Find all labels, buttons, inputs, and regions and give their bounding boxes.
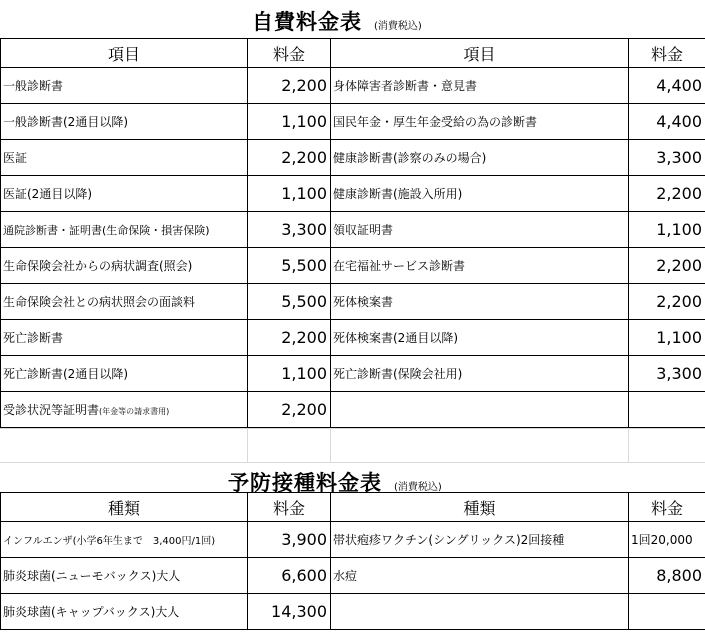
price-header: 料金 xyxy=(248,493,331,522)
table-row xyxy=(1,212,705,248)
item-name: 死体検案書 xyxy=(331,284,629,320)
grid-line xyxy=(628,428,629,462)
vaccine-price: 6,600 xyxy=(248,558,331,594)
price-header: 料金 xyxy=(248,39,331,68)
item-price: 1,100 xyxy=(248,176,331,212)
table-row xyxy=(1,68,705,104)
fee-table-heading xyxy=(0,6,705,36)
table-row xyxy=(1,104,705,140)
table-row xyxy=(1,594,705,630)
vaccine-name: 肺炎球菌(キャップバックス)大人 xyxy=(1,594,248,630)
item-price: 2,200 xyxy=(248,320,331,356)
table-row xyxy=(1,248,705,284)
item-price: 2,200 xyxy=(248,140,331,176)
item-price: 1,100 xyxy=(629,320,705,356)
vaccine-price: 3,900 xyxy=(248,522,331,558)
vaccine-name: 帯状疱疹ワクチン(シングリックス)2回接種 xyxy=(331,522,629,558)
fee-table-title: 自費料金表 xyxy=(252,10,362,34)
item-name: 国民年金・厚生年金受給の為の診断書 xyxy=(331,104,629,140)
vaccine-name: 水痘 xyxy=(331,558,629,594)
vaccine-table xyxy=(0,492,705,630)
table-row xyxy=(1,356,705,392)
item-header: 項目 xyxy=(331,39,629,68)
vaccine-table-tax-note: (消費税込) xyxy=(394,482,442,493)
item-price: 5,500 xyxy=(248,248,331,284)
vaccine-name: 肺炎球菌(ニューモバックス)大人 xyxy=(1,558,248,594)
item-name-note: (年金等の請求書用) xyxy=(99,407,170,416)
fee-table-header-row xyxy=(1,39,705,68)
kind-header: 種類 xyxy=(331,493,629,522)
fee-table-tax-note: (消費税込) xyxy=(374,21,422,32)
table-row xyxy=(1,522,705,558)
item-name: 身体障害者診断書・意見書 xyxy=(331,68,629,104)
item-name: 生命保険会社との病状照会の面談料 xyxy=(1,284,248,320)
kind-header: 種類 xyxy=(1,493,248,522)
item-price: 1,100 xyxy=(248,104,331,140)
item-price: 3,300 xyxy=(248,212,331,248)
vaccine-table-title: 予防接種料金表 xyxy=(228,471,382,495)
item-price: 2,200 xyxy=(629,176,705,212)
item-name: 通院診断書・証明書(生命保険・損害保険) xyxy=(1,212,248,248)
item-name: 一般診断書(2通目以降) xyxy=(1,104,248,140)
item-name: 死体検案書(2通目以降) xyxy=(331,320,629,356)
table-row xyxy=(1,176,705,212)
item-name: 死亡診断書(保険会社用) xyxy=(331,356,629,392)
item-name: 医証(2通目以降) xyxy=(1,176,248,212)
item-name: 医証 xyxy=(1,140,248,176)
grid-line xyxy=(0,428,705,429)
item-price: 3,300 xyxy=(629,356,705,392)
fee-table xyxy=(0,38,705,428)
vaccine-table-header-row xyxy=(1,493,705,522)
item-name: 一般診断書 xyxy=(1,68,248,104)
price-header: 料金 xyxy=(629,493,705,522)
item-price: 2,200 xyxy=(629,284,705,320)
item-price: 4,400 xyxy=(629,68,705,104)
item-price: 2,200 xyxy=(248,392,331,428)
item-price: 1,100 xyxy=(629,212,705,248)
vaccine-price xyxy=(629,594,705,630)
grid-line xyxy=(330,428,331,462)
price-header: 料金 xyxy=(629,39,705,68)
item-price xyxy=(629,392,705,428)
table-row xyxy=(1,392,705,428)
item-name: 領収証明書 xyxy=(331,212,629,248)
table-row xyxy=(1,558,705,594)
item-name: 生命保険会社からの病状調査(照会) xyxy=(1,248,248,284)
table-row xyxy=(1,284,705,320)
item-name: 在宅福祉サービス診断書 xyxy=(331,248,629,284)
item-price: 4,400 xyxy=(629,104,705,140)
item-price: 2,200 xyxy=(629,248,705,284)
item-name xyxy=(1,392,248,428)
item-name xyxy=(331,392,629,428)
table-row xyxy=(1,320,705,356)
vaccine-price: 8,800 xyxy=(629,558,705,594)
grid-line xyxy=(0,462,705,463)
item-name: 死亡診断書 xyxy=(1,320,248,356)
grid-line xyxy=(247,428,248,462)
item-price: 5,500 xyxy=(248,284,331,320)
item-name: 死亡診断書(2通目以降) xyxy=(1,356,248,392)
vaccine-name xyxy=(331,594,629,630)
item-price: 3,300 xyxy=(629,140,705,176)
vaccine-price: 14,300 xyxy=(248,594,331,630)
item-name: 健康診断書(診察のみの場合) xyxy=(331,140,629,176)
item-price: 2,200 xyxy=(248,68,331,104)
item-name-text: 受診状況等証明書 xyxy=(3,403,100,417)
table-row xyxy=(1,140,705,176)
item-name: 健康診断書(施設入所用) xyxy=(331,176,629,212)
item-price: 1,100 xyxy=(248,356,331,392)
vaccine-name: インフルエンザ(小学6年生まで 3,400円/1回) xyxy=(1,522,248,558)
item-header: 項目 xyxy=(1,39,248,68)
vaccine-price: 1回20,000 xyxy=(629,522,705,558)
